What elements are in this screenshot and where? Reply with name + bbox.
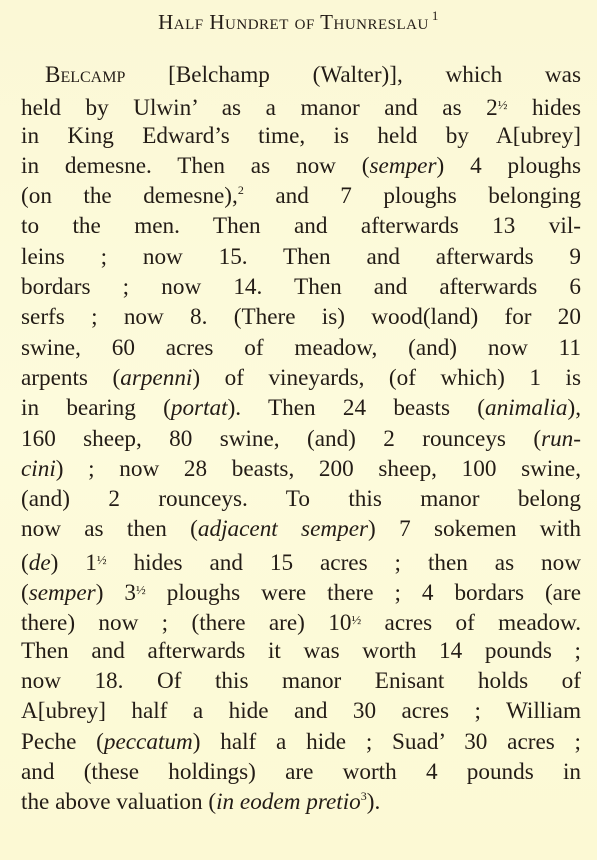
text-line: leins ; now 15. Then and afterwards 9 (21, 243, 581, 270)
text-line: 160 sheep, 80 swine, (and) 2 rounceys (run- (21, 425, 581, 452)
footnote-marker: 2 (237, 183, 244, 198)
text-line: in bearing (portat). Then 24 beasts (animalia), (21, 395, 581, 422)
heading-text: Half Hundret of Thunreslau (158, 10, 429, 34)
text-line: Then and afterwards it was worth 14 pounds ; (21, 637, 581, 664)
text-line: and (these holdings) are worth 4 pounds in (21, 758, 581, 785)
text-line: in demesne. Then as now (semper) 4 ploughs (21, 152, 581, 179)
text-line: Belcamp [Belchamp (Walter)], which was (45, 62, 581, 88)
text-line: held by Ulwin’ as a manor and as $2^{\frac{1}{2}}$ hides (21, 95, 581, 122)
text-line: there) now ; (there are) $10^{\frac{1}{2}}$ acres of meadow. (21, 610, 581, 637)
text-line: arpents (arpenni) of vineyards, (of which) 1 is (21, 364, 581, 391)
text-line: bordars ; now 14. Then and afterwards 6 (21, 274, 581, 301)
text-line: now as then (adjacent semper) 7 sokemen with (21, 516, 581, 543)
text-line: now 18. Of this manor Enisant holds of (21, 667, 581, 694)
text-line: swine, 60 acres of meadow, (and) now 11 (21, 334, 581, 361)
text-line: (de) $1^{\frac{1}{2}}$ hides and 15 acres ; then as now (21, 549, 581, 576)
text-line: A[ubrey] half a hide and 30 acres ; William (21, 698, 581, 725)
text-line: (and) 2 rounceys. To this manor belong (21, 486, 581, 513)
heading-footnote-marker: 1 (431, 8, 439, 23)
section-heading (0, 8, 597, 35)
text-line: in King Edward’s time, is held by A[ubrey] (21, 122, 581, 149)
text-line: (semper) $3^{\frac{1}{2}}$ ploughs were there ; 4 bordars (are (21, 580, 581, 607)
text-line: cini) ; now 28 beasts, 200 sheep, 100 swine, (21, 455, 581, 482)
text-line: the above valuation (in eodem pretio$^3$). (21, 789, 381, 816)
text-line: serfs ; now 8. (There is) wood(land) for 20 (21, 304, 581, 331)
text-line: Peche (peccatum) half a hide ; Suad’ 30 acres ; (21, 728, 581, 755)
text-line: (on the demesne),$^2$ and 7 ploughs belonging (21, 183, 581, 210)
footnote-marker: 3 (360, 789, 367, 804)
text-line: to the men. Then and afterwards 13 vil- (21, 213, 581, 240)
body-paragraph (21, 60, 581, 817)
manor-name: Belcamp (45, 62, 126, 88)
